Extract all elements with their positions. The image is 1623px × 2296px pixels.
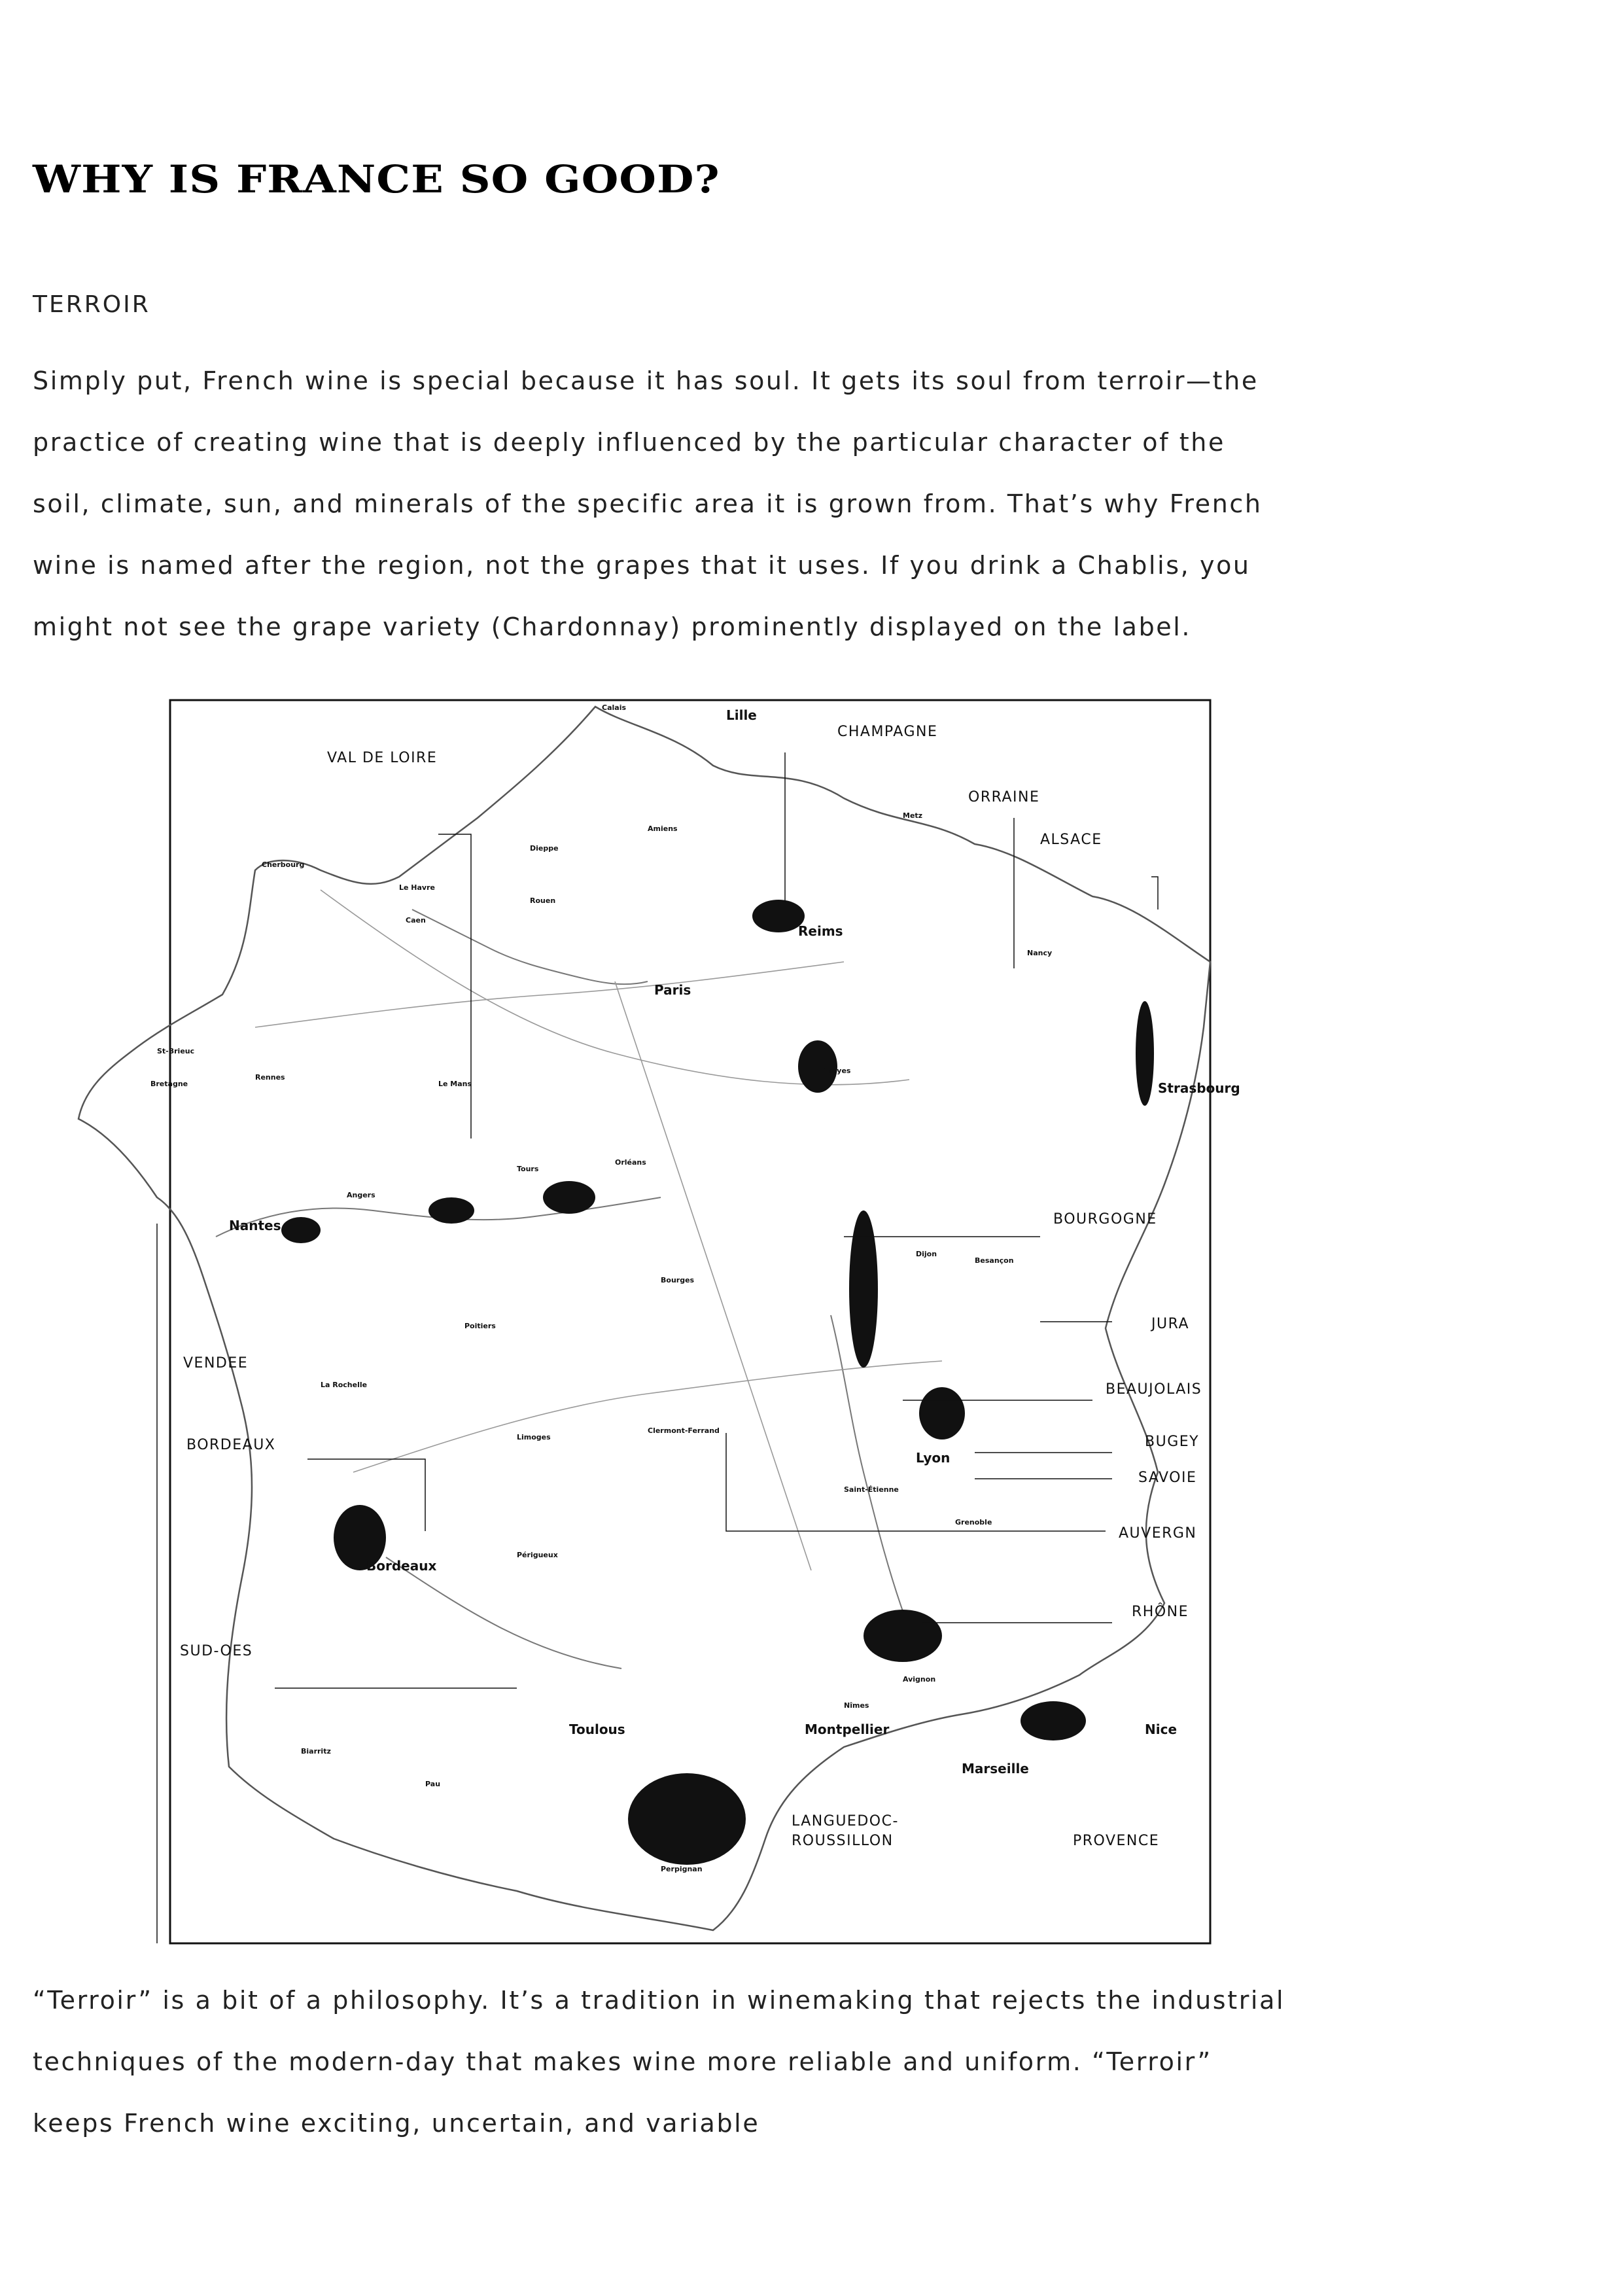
map-city-labels <box>229 707 1240 1776</box>
town-troyes: Troyes <box>824 1067 851 1075</box>
label-bugey: BUGEY <box>1145 1434 1200 1450</box>
river-seine <box>412 910 648 984</box>
town-le-havre: Le Havre <box>399 883 435 892</box>
river-garonne <box>386 1557 621 1669</box>
city-lyon: Lyon <box>916 1450 951 1466</box>
town-dieppe: Dieppe <box>530 844 559 853</box>
city-strasbourg: Strasbourg <box>1158 1080 1240 1096</box>
label-provence: PROVENCE <box>1073 1833 1160 1849</box>
label-lorraine: ORRAINE <box>968 789 1040 805</box>
town-clermont: Clermont-Ferrand <box>648 1426 720 1435</box>
intro-paragraph: Simply put, French wine is special because it has soul. It gets its soul from terroir—the practice of creating wine that is deeply influenced by the particular character of the soil, climate, sun, and minerals of the specific area it is grown from. That’s why French wine is named after the region, not the grapes that it uses. If you drink a Chablis, you might not see the grape variety (Chardonnay) prominently displayed on the label. <box>33 366 1263 641</box>
town-biarritz: Biarritz <box>301 1747 331 1756</box>
town-calais: Calais <box>602 703 627 712</box>
town-perigueux: Périgueux <box>517 1551 558 1559</box>
section-heading: TERROIR <box>33 291 150 318</box>
town-cherbourg: Cherbourg <box>262 860 305 869</box>
coastline <box>79 707 1210 1930</box>
vineyard-areas <box>281 900 1154 1865</box>
label-languedoc: LANGUEDOC- <box>792 1813 899 1829</box>
town-st-etienne: Saint-Étienne <box>844 1485 899 1494</box>
label-beaujolais: BEAUJOLAIS <box>1106 1381 1202 1398</box>
city-lille: Lille <box>726 707 757 723</box>
town-le-mans: Le Mans <box>438 1080 472 1088</box>
town-besancon: Besançon <box>975 1256 1014 1265</box>
city-paris: Paris <box>654 982 691 998</box>
town-angers: Angers <box>347 1191 375 1199</box>
town-dijon: Dijon <box>916 1250 937 1258</box>
label-sud-ouest: SUD-OES <box>180 1643 253 1659</box>
town-perpignan: Perpignan <box>661 1865 703 1873</box>
label-auvergne: AUVERGN <box>1119 1525 1197 1542</box>
city-reims: Reims <box>798 923 843 939</box>
city-bordeaux: Bordeaux <box>366 1558 437 1574</box>
france-wine-map <box>59 687 1302 1963</box>
city-montpellier: Montpellier <box>805 1722 890 1737</box>
city-nice: Nice <box>1145 1722 1178 1737</box>
label-roussillon: ROUSSILLON <box>792 1833 894 1849</box>
town-la-rochelle: La Rochelle <box>321 1381 368 1389</box>
town-amiens: Amiens <box>648 824 678 833</box>
town-orleans: Orléans <box>615 1158 646 1167</box>
label-vendee: VENDEE <box>183 1355 249 1371</box>
label-bordeaux-region: BORDEAUX <box>186 1437 276 1453</box>
town-avignon: Avignon <box>903 1675 936 1684</box>
city-marseille: Marseille <box>962 1761 1029 1776</box>
road-2 <box>615 981 811 1570</box>
map-drawing <box>59 687 1302 1963</box>
label-rhone: RHÔNE <box>1132 1604 1189 1620</box>
page-title: WHY IS FRANCE SO GOOD? <box>33 157 720 202</box>
map-town-labels <box>150 703 1052 1873</box>
label-bourgogne: BOURGOGNE <box>1053 1211 1157 1227</box>
city-nantes: Nantes <box>229 1218 281 1233</box>
map-region-labels <box>180 724 1202 1849</box>
terroir-paragraph: “Terroir” is a bit of a philosophy. It’s a tradition in winemaking that rejects the industrial techniques of the modern-day that makes wine more reliable and uniform. “Terroir” keeps French wine exciting, uncertain, and variable <box>33 1986 1285 2138</box>
label-jura: JURA <box>1151 1316 1190 1332</box>
label-alsace: ALSACE <box>1040 832 1102 848</box>
town-poitiers: Poitiers <box>464 1322 496 1330</box>
town-rouen: Rouen <box>530 896 556 905</box>
town-limoges: Limoges <box>517 1433 551 1441</box>
town-tours: Tours <box>517 1165 539 1173</box>
road-3 <box>255 962 844 1027</box>
town-nimes: Nîmes <box>844 1701 869 1710</box>
town-bourges: Bourges <box>661 1276 695 1284</box>
town-caen: Caen <box>406 916 426 925</box>
town-nancy: Nancy <box>1027 949 1053 957</box>
road-4 <box>353 1361 942 1472</box>
city-toulouse: Toulous <box>569 1722 625 1737</box>
town-grenoble: Grenoble <box>955 1518 992 1527</box>
town-bretagne: Bretagne <box>150 1080 188 1088</box>
town-pau: Pau <box>425 1780 441 1788</box>
town-metz: Metz <box>903 811 923 820</box>
town-st-brieuc: St-Brieuc <box>157 1047 195 1055</box>
label-val-de-loire: VAL DE LOIRE <box>327 750 438 766</box>
label-champagne: CHAMPAGNE <box>837 724 938 740</box>
label-savoie: SAVOIE <box>1138 1470 1197 1486</box>
town-rennes: Rennes <box>255 1073 285 1082</box>
river-rhone <box>831 1315 909 1629</box>
